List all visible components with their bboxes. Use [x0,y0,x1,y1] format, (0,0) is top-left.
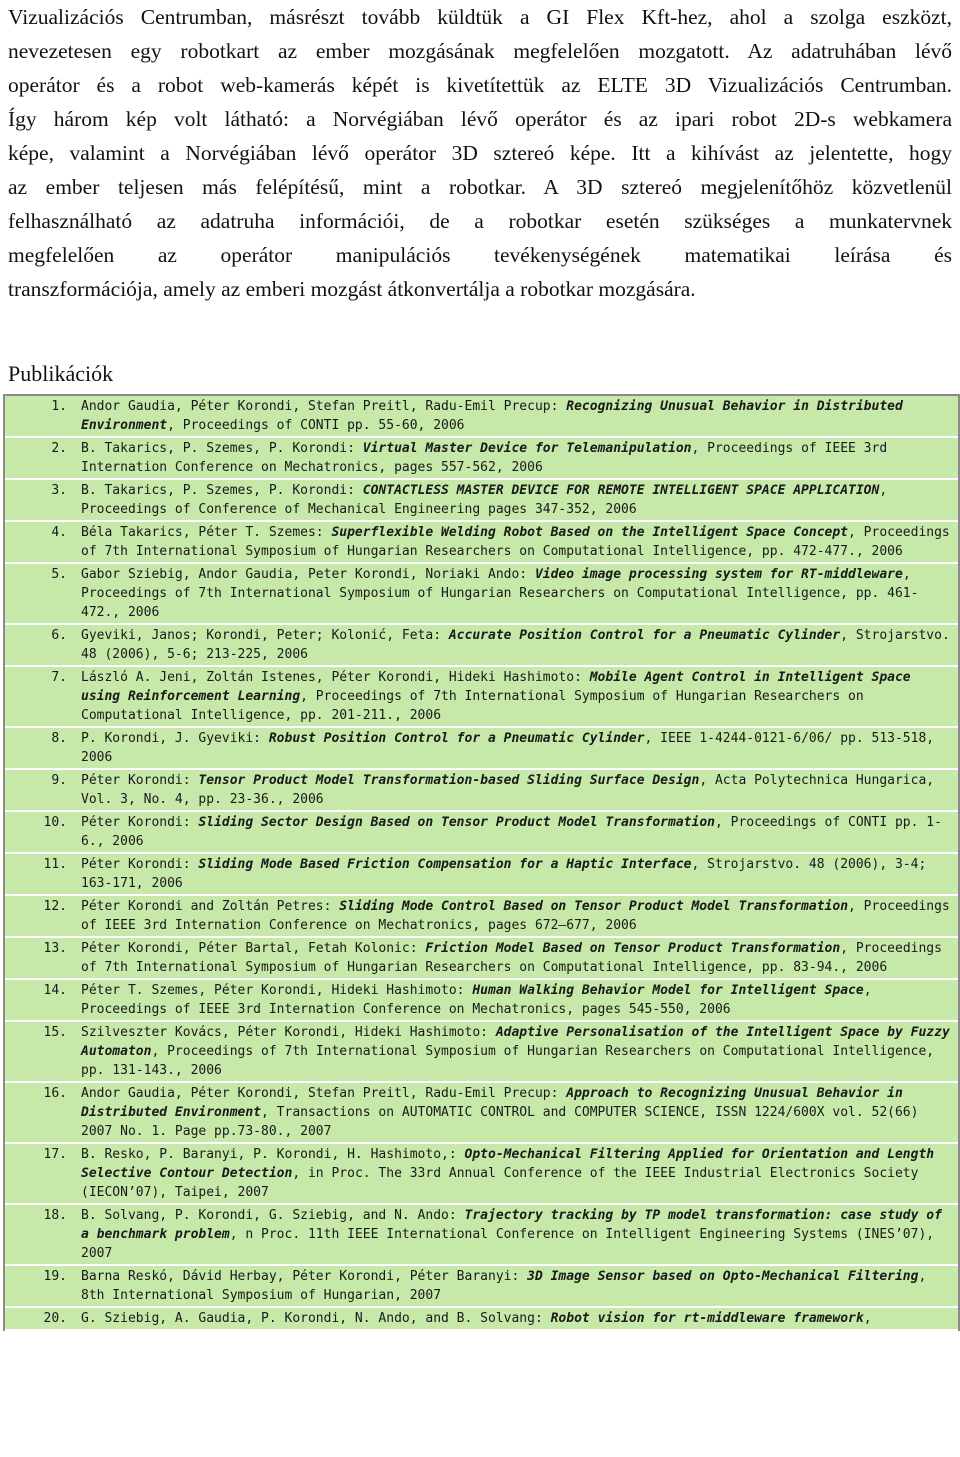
publication-authors: László A. Jeni, Zoltán Istenes, Péter Korondi, Hideki Hashimoto: [81,670,590,685]
publication-citation [81,813,958,851]
publication-venue: , in Proc. The 33rd Annual Conference of the IEEE Industrial Electronics Society (IECON’07), Taipei, 2007 [81,1166,919,1200]
body-paragraph [8,0,952,306]
publication-title: Adaptive Personalisation of the Intelligent Space by Fuzzy Automaton [81,1025,950,1059]
publication-number: 14. [43,983,67,998]
publication-citation [81,1206,958,1263]
publication-number: 13. [43,941,67,956]
publication-title: Sliding Sector Design Based on Tensor Product Model Transformation [198,815,715,830]
publication-number: 19. [43,1269,67,1284]
publication-title: Sliding Mode Control Based on Tensor Product Model Transformation [339,899,849,914]
publication-citation [81,1145,958,1202]
publication-citation [81,397,958,435]
publication-number: 11. [43,857,67,872]
publication-venue: , IEEE 1-4244-0121-6/06/ pp. 513-518, 2006 [81,731,935,765]
publication-item [5,1266,958,1308]
publication-venue: , Acta Polytechnica Hungarica, Vol. 3, No. 4, pp. 23-36., 2006 [81,773,935,807]
publication-citation [81,523,958,561]
publication-number: 18. [43,1208,67,1223]
publication-item [5,625,958,667]
publication-title: Video image processing system for RT-middleware [534,567,903,582]
publication-authors: Péter Korondi: [81,773,199,788]
publication-item [5,564,958,625]
publication-title: Human Walking Behavior Model for Intelligent Space [472,983,864,998]
publication-citation [81,855,958,893]
publication-authors: Béla Takarics, Péter T. Szemes: [81,525,332,540]
publication-number: 8. [51,731,67,746]
publication-item [5,980,958,1022]
publication-venue: , Proceedings of IEEE 3rd Internation Conference on Mechatronics, pages 672–677, 2006 [81,899,950,933]
publications-heading: Publikációk [8,361,114,386]
publication-item [5,1144,958,1205]
publication-authors: Gyeviki, Janos; Korondi, Peter; Kolonić, Feta: [81,628,449,643]
publication-citation [81,439,958,477]
publication-item [5,438,958,480]
publication-authors: Barna Reskó, Dávid Herbay, Péter Korondi, Péter Baranyi: [81,1269,528,1284]
publication-authors: B. Solvang, P. Korondi, G. Sziebig, and N. Ando: [81,1208,465,1223]
publication-authors: G. Sziebig, A. Gaudia, P. Korondi, N. Ando, and B. Solvang: [81,1311,551,1326]
publication-venue: , 8th International Symposium of Hungarian, 2007 [81,1269,927,1303]
publication-number: 4. [51,525,67,540]
publication-authors: Péter T. Szemes, Péter Korondi, Hideki Hashimoto: [81,983,473,998]
publication-title: Mobile Agent Control in Intelligent Space using Reinforcement Learning [81,670,911,704]
paragraph-line: operátor és a robot web-kamerás képét is kivetítettük az ELTE 3D Vizualizációs Centrumban. [8,73,952,97]
publication-number: 2. [51,441,67,456]
publication-item [5,812,958,854]
publication-citation [81,729,958,767]
publication-citation [81,1084,958,1141]
publication-number: 9. [51,773,67,788]
publication-number: 20. [43,1311,67,1326]
publication-item [5,667,958,728]
publication-citation [81,565,958,622]
publication-venue: , n Proc. 11th IEEE International Conference on Intelligent Engineering Systems (INES’07), 2007 [81,1227,935,1261]
publication-authors: Péter Korondi: [81,857,199,872]
publication-title: Approach to Recognizing Unusual Behavior in Distributed Environment [81,1086,903,1120]
publication-title: Robot vision for rt-middleware framework [550,1311,864,1326]
publication-item [5,1083,958,1144]
publication-title: Tensor Product Model Transformation-based Sliding Surface Design [198,773,700,788]
publication-citation [81,481,958,519]
publication-venue: , [863,1311,872,1326]
publication-citation [81,939,958,977]
publication-authors: Péter Korondi, Péter Bartal, Fetah Kolonic: [81,941,426,956]
publication-number: 10. [43,815,67,830]
publication-authors: Péter Korondi and Zoltán Petres: [81,899,340,914]
publication-citation [81,1309,958,1328]
publication-item [5,1022,958,1083]
publication-venue: , Proceedings of IEEE 3rd Internation Conference on Mechatronics, pages 545-550, 2006 [81,983,872,1017]
publication-number: 7. [51,670,67,685]
publications-list [3,394,960,1331]
publication-venue: , Proceedings of 7th International Symposium of Hungarian Researchers on Computational Intelligence, pp. 461-472., 2006 [81,567,919,620]
publication-title: Friction Model Based on Tensor Product Transformation [425,941,841,956]
paragraph-line: Így három kép volt látható: a Norvégiában lévő operátor és az ipari robot 2D-s webkamera [8,107,952,131]
publication-title: Accurate Position Control for a Pneumatic Cylinder [448,628,841,643]
publication-citation [81,981,958,1019]
publication-citation [81,771,958,809]
paragraph-line: az ember teljesen más felépítésű, mint a robotkar. A 3D sztereó megjelenítőhöz közvetlenül [8,175,952,199]
publication-item [5,854,958,896]
publication-item [5,770,958,812]
publication-authors: B. Takarics, P. Szemes, P. Korondi: [81,483,363,498]
publication-title: CONTACTLESS MASTER DEVICE FOR REMOTE INTELLIGENT SPACE APPLICATION [362,483,880,498]
publication-title: Trajectory tracking by TP model transformation: case study of a benchmark problem [81,1208,942,1242]
paragraph-line: felhasználható az adatruha információi, de a robotkar esetén szükséges a munkatervnek [8,209,952,233]
publication-title: Superflexible Welding Robot Based on the Intelligent Space Concept [331,525,849,540]
publication-item [5,1205,958,1266]
publication-venue: , Strojarstvo. 48 (2006), 3-4; 163-171, 2006 [81,857,927,891]
publication-title: Virtual Master Device for Telemanipulation [362,441,692,456]
publication-number: 17. [43,1147,67,1162]
publication-title: Recognizing Unusual Behavior in Distributed Environment [81,399,903,433]
publication-title: Opto-Mechanical Filtering Applied for Orientation and Length Selective Contour Detection [81,1147,935,1181]
publication-number: 5. [51,567,67,582]
paragraph-line: képe, valamint a Norvégiában lévő operátor 3D sztereó képe. Itt a kihívást az jelentette, hogy [8,141,952,165]
publication-item [5,522,958,564]
publication-citation [81,897,958,935]
publication-venue: , Proceedings of 7th International Symposium of Hungarian Researchers on Computational Intelligence, pp. 131-143., 2006 [81,1044,935,1078]
publication-title: Robust Position Control for a Pneumatic Cylinder [268,731,645,746]
publication-item [5,938,958,980]
publication-venue: , Proceedings of IEEE 3rd Internation Conference on Mechatronics, pages 557-562, 2006 [81,441,888,475]
paragraph-line: nevezetesen egy robotkart az ember mozgásának megfelelően mozgatott. Az adatruhában lévő [8,39,952,63]
publication-venue: , Transactions on AUTOMATIC CONTROL and COMPUTER SCIENCE, ISSN 1224/600X vol. 52(66) 2007 No. 1. Page pp.73-80., 2007 [81,1105,919,1139]
publication-authors: Gabor Sziebig, Andor Gaudia, Peter Korondi, Noriaki Ando: [81,567,535,582]
publication-authors: Andor Gaudia, Péter Korondi, Stefan Preitl, Radu-Emil Precup: [81,399,567,414]
publication-number: 1. [51,399,67,414]
publication-number: 3. [51,483,67,498]
publication-citation [81,1023,958,1080]
publication-venue: , Proceedings of 7th International Symposium of Hungarian Researchers on Computational Intelligence, pp. 201-211., 2006 [81,689,864,723]
publication-item [5,896,958,938]
paragraph-line: Vizualizációs Centrumban, másrészt tovább küldtük a GI Flex Kft-hez, ahol a szolga eszközt, [8,5,952,29]
publication-title: 3D Image Sensor based on Opto-Mechanical Filtering [527,1269,919,1284]
publication-item [5,728,958,770]
publication-number: 6. [51,628,67,643]
publication-number: 16. [43,1086,67,1101]
publication-number: 15. [43,1025,67,1040]
publication-venue: , Proceedings of Conference of Mechanical Engineering pages 347-352, 2006 [81,483,888,517]
publication-authors: Andor Gaudia, Péter Korondi, Stefan Preitl, Radu-Emil Precup: [81,1086,567,1101]
paragraph-line: megfelelően az operátor manipulációs tevékenységének matematikai leírása és [8,243,952,267]
publication-citation [81,668,958,725]
publication-venue: , Proceedings of 7th International Symposium of Hungarian Researchers on Computational Intelligence, pp. 83-94., 2006 [81,941,942,975]
publication-venue: , Proceedings of CONTI pp. 55-60, 2006 [167,418,465,433]
paragraph-line: transzformációja, amely az emberi mozgást átkonvertálja a robotkar mozgására. [8,277,696,301]
publication-authors: B. Resko, P. Baranyi, P. Korondi, H. Hashimoto,: [81,1147,465,1162]
publication-item [5,480,958,522]
publication-title: Sliding Mode Based Friction Compensation for a Haptic Interface [198,857,692,872]
publication-citation [81,1267,958,1305]
publication-venue: , Proceedings of 7th International Symposium of Hungarian Researchers on Computational Intelligence, pp. 472-477., 2006 [81,525,950,559]
publication-citation [81,626,958,664]
publication-authors: P. Korondi, J. Gyeviki: [81,731,269,746]
publication-item [5,1308,958,1331]
publication-number: 12. [43,899,67,914]
publication-item [5,396,958,438]
publication-authors: B. Takarics, P. Szemes, P. Korondi: [81,441,363,456]
publication-venue: , Proceedings of CONTI pp. 1-6., 2006 [81,815,942,849]
publication-authors: Szilveszter Kovács, Péter Korondi, Hideki Hashimoto: [81,1025,496,1040]
publication-authors: Péter Korondi: [81,815,199,830]
publication-venue: , Strojarstvo. 48 (2006), 5-6; 213-225, 2006 [81,628,950,662]
